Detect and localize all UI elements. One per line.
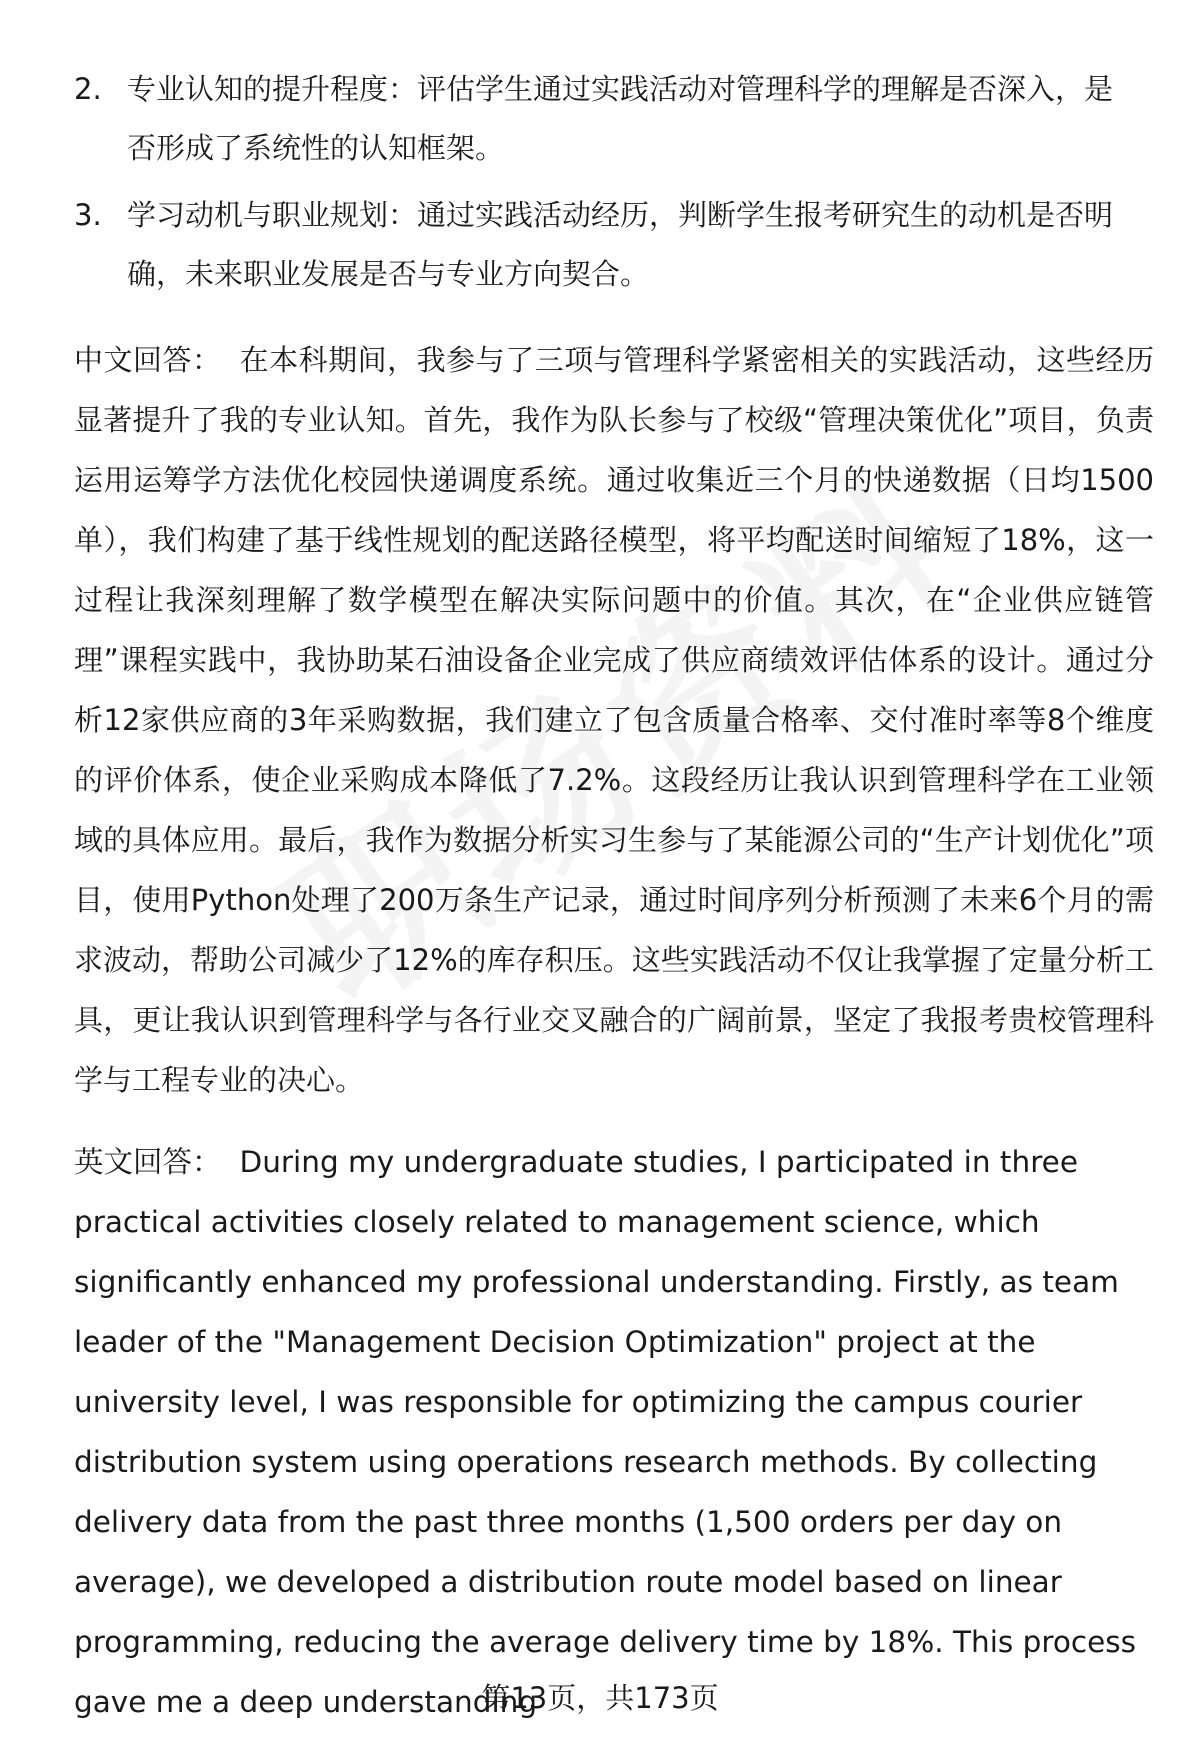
page-footer bbox=[0, 1678, 1200, 1718]
page-indicator: 第13页，共173页 bbox=[481, 1681, 719, 1715]
english-answer-paragraph bbox=[74, 1132, 1154, 1732]
chinese-answer-paragraph bbox=[74, 330, 1154, 1110]
criteria-list bbox=[74, 60, 1134, 312]
list-item-number: 3. bbox=[74, 198, 102, 232]
english-answer-text: During my undergraduate studies, I participated in three practical activities closely related to management science, which significantly enhanced my professional understanding. Firstly, as team leader of the "Management Decision Optimization" project at the university level, I was responsible for optimizing the campus courier distribution system using operations research methods. By collecting delivery data from the past three months (1,500 orders per day on average), we developed a distribution route model based on linear programming, reducing the average delivery time by 18%. This process gave me a deep understanding bbox=[74, 1145, 1136, 1719]
list-item bbox=[74, 60, 1134, 178]
chinese-answer-text: 在本科期间，我参与了三项与管理科学紧密相关的实践活动，这些经历显著提升了我的专业认知。首先，我作为队长参与了校级“管理决策优化”项目，负责运用运筹学方法优化校园快递调度系统。通过收集近三个月的快递数据（日均1500单），我们构建了基于线性规划的配送路径模型，将平均配送时间缩短了18%，这一过程让我深刻理解了数学模型在解决实际问题中的价值。其次，在“企业供应链管理”课程实践中，我协助某石油设备企业完成了供应商绩效评估体系的设计。通过分析12家供应商的3年采购数据，我们建立了包含质量合格率、交付准时率等8个维度的评价体系，使企业采购成本降低了7.2%。这段经历让我认识到管理科学在工业领域的具体应用。最后，我作为数据分析实习生参与了某能源公司的“生产计划优化”项目，使用Python处理了200万条生产记录，通过时间序列分析预测了未来6个月的需求波动，帮助公司减少了12%的库存积压。这些实践活动不仅让我掌握了定量分析工具，更让我认识到管理科学与各行业交叉融合的广阔前景，坚定了我报考贵校管理科学与工程专业的决心。 bbox=[74, 343, 1154, 1097]
chinese-answer-label: 中文回答： bbox=[74, 343, 222, 377]
list-item-number: 2. bbox=[74, 72, 102, 106]
list-item bbox=[74, 186, 1134, 304]
list-item-text: 专业认知的提升程度：评估学生通过实践活动对管理科学的理解是否深入，是否形成了系统性的认知框架。 bbox=[127, 72, 1114, 165]
list-item-text: 学习动机与职业规划：通过实践活动经历，判断学生报考研究生的动机是否明确，未来职业发展是否与专业方向契合。 bbox=[127, 198, 1114, 291]
english-answer-label: 英文回答： bbox=[74, 1145, 222, 1179]
